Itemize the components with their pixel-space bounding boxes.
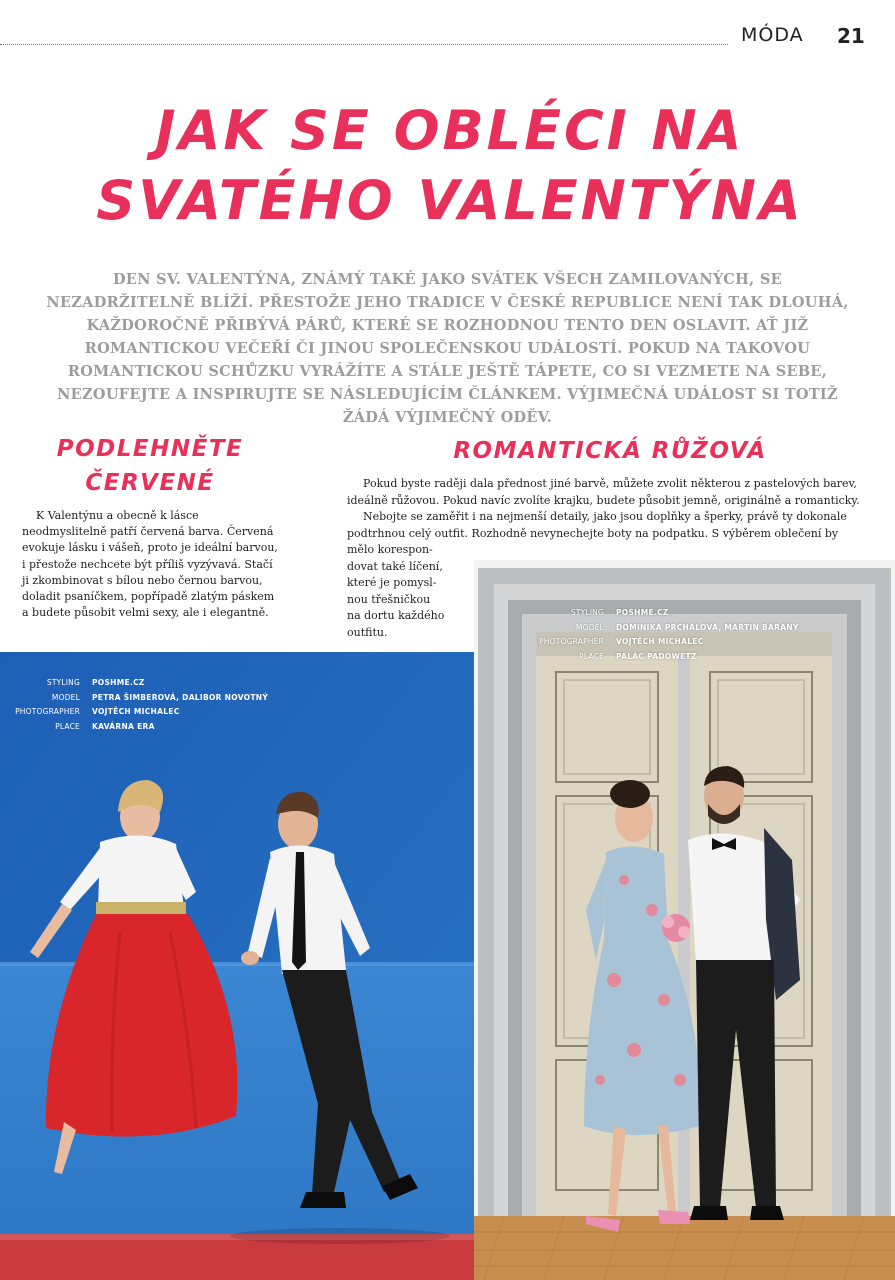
left-column-paragraph: K Valentýnu a obecně k lásce neodmyslitelně patří červená barva. Červená evokuje lásku i vášeň, proto je ideální barvou, i přestože nechcete být příliš vyzývavá. Stačí ji zkombinovat s bílou nebo černou barvou, doladit psaníčkem, popřípadě zlatým páskem a budete působit velmi sexy, ale i elegantně. <box>22 509 278 620</box>
credit-key: PLACE <box>579 651 604 661</box>
article-headline <box>60 96 840 236</box>
photo-pink-outfit-illustration <box>474 560 895 1280</box>
right-body-line: podtrhnou celý outfit. Rozhodně nevynechejte boty na podpatku. S výběrem oblečení by <box>347 526 839 540</box>
right-column-wrap-text <box>347 542 462 641</box>
article-lead: DEN SV. VALENTÝNA, ZNÁMÝ TAKÉ JAKO SVÁTEK VŠECH ZAMILOVANÝCH, SE NEZADRŽITELNĚ BLÍŽÍ. PŘESTOŽE JEHO TRADICE V ČESKÉ REPUBLICE NENÍ TAK DLOUHÁ, KAŽDOROČNĚ PŘIBÝVÁ PÁRŮ, KTERÉ SE ROZHODNOU TENTO DEN OSLAVIT. AŤ JIŽ ROMANTICKOU VEČEŘÍ ČI JINOU SPOLEČENSKOU UDÁLOSTÍ. POKUD NA TAKOVOU ROMANTICKOU SCHŮZKU VYRÁŽÍTE A STÁLE JEŠTĚ TÁPETE, CO SI VEZMETE NA SEBE, NEZOUFEJTE A INSPIRUJTE SE NÁSLEDUJÍCÍM ČLÁNKEM. VÝJIMEČNÁ UDÁLOST SI TOTIŽ ŽÁDÁ VÝJIMEČNÝ ODĚV. <box>46 271 849 426</box>
photo-credits-left <box>6 676 268 734</box>
wrap-line: které je pomysl- <box>347 576 437 589</box>
header-rule <box>0 44 728 45</box>
page-number: 21 <box>837 24 865 48</box>
headline-line-1: JAK SE OBLÉCI NA <box>155 99 745 162</box>
credit-row <box>6 676 268 691</box>
credit-value: POSHME.CZ <box>616 608 669 617</box>
credit-value: DOMINIKA PRCHALOVÁ, MARTIN BÁRANY <box>616 622 799 632</box>
wrap-line: mělo korespon- <box>347 543 433 556</box>
credit-key: PHOTOGRAPHER <box>539 637 604 646</box>
credit-key: PLACE <box>55 721 80 731</box>
headline-line-2: SVATÉHO VALENTÝNA <box>96 169 804 232</box>
credit-value: VOJTĚCH MICHALEC <box>616 637 704 646</box>
section-label: MÓDA <box>741 24 804 46</box>
right-column-body <box>347 476 877 542</box>
credit-key: MODEL <box>575 622 604 632</box>
credit-row <box>530 621 799 636</box>
credit-value: VOJTĚCH MICHALEC <box>92 707 180 716</box>
credit-row <box>530 606 799 621</box>
photo-credits-right <box>530 606 799 664</box>
left-heading-line-1: PODLEHNĚTE <box>56 436 244 462</box>
credit-row <box>530 635 799 650</box>
photo-pink-outfit <box>474 560 895 1280</box>
credit-row <box>6 691 268 706</box>
right-column-heading: ROMANTICKÁ RŮŽOVÁ <box>453 438 767 464</box>
right-body-line: Nebojte se zaměřit i na nejmenší detaily, jako jsou doplňky a šperky, právě ty dokonale <box>363 510 847 523</box>
wrap-line: dovat také líčení, <box>347 559 443 573</box>
credit-value: KAVÁRNA ERA <box>92 721 155 731</box>
credit-row <box>6 705 268 720</box>
credit-key: PHOTOGRAPHER <box>15 707 80 716</box>
wrap-line: na dortu každého <box>347 609 445 622</box>
credit-key: STYLING <box>46 678 80 687</box>
left-heading-line-2: ČERVENÉ <box>85 470 215 496</box>
credit-key: STYLING <box>570 608 604 617</box>
left-column-body <box>22 508 280 621</box>
right-body-line: ideálně růžovou. Pokud navíc zvolíte krajku, budete působit jemně, originálně a romanticky. <box>347 493 860 507</box>
photo-red-outfit <box>0 652 478 1280</box>
wrap-line: outfitu. <box>347 625 388 639</box>
credit-key: MODEL <box>51 692 80 702</box>
left-column-heading <box>30 432 270 500</box>
photo-red-outfit-illustration <box>0 652 478 1280</box>
credit-value: PETRA ŠIMBEROVÁ, DALIBOR NOVOTNÝ <box>92 692 269 702</box>
right-body-line: Pokud byste raději dala přednost jiné barvě, můžete zvolit některou z pastelových barev, <box>363 477 857 490</box>
wrap-line: nou třešničkou <box>347 592 431 606</box>
credit-row <box>530 650 799 665</box>
credit-value: POSHME.CZ <box>92 678 145 687</box>
credit-row <box>6 720 268 735</box>
credit-value: PALÁC PADOWETZ <box>616 651 697 661</box>
